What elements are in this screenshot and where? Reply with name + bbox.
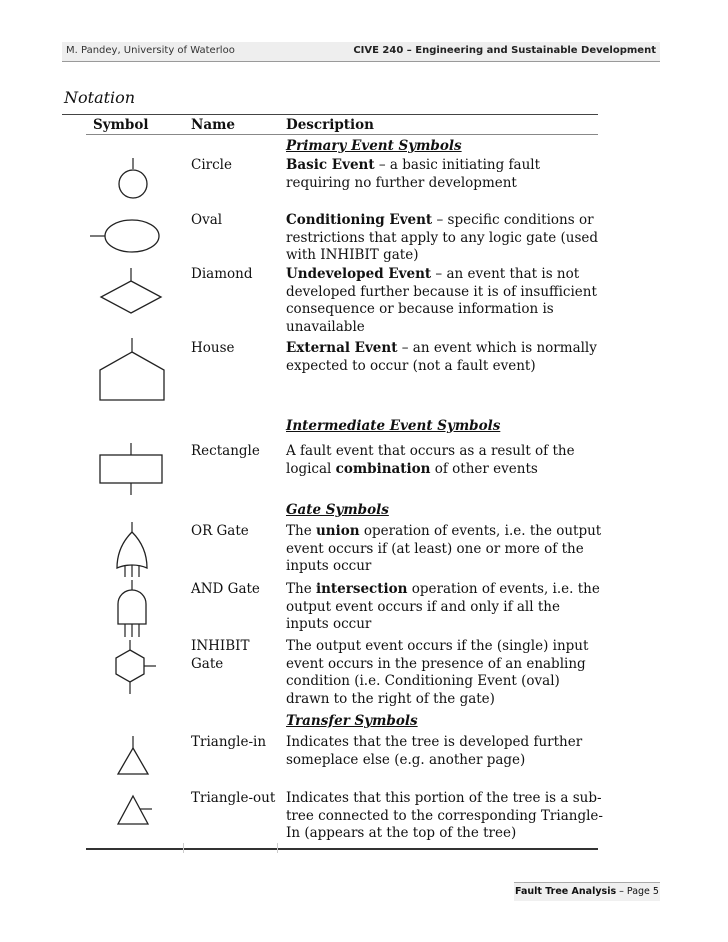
row-description: The intersection operation of events, i.e. the output event occurs if and only if all the inputs occur bbox=[286, 581, 600, 632]
row-name: House bbox=[191, 340, 235, 356]
row-description: Indicates that the tree is developed further someplace else (e.g. another page) bbox=[286, 734, 583, 768]
section-intermediate-events: Intermediate Event Symbols bbox=[286, 418, 501, 434]
row-description: The union operation of events, i.e. the output event occurs if (at least) one or more of the inputs occur bbox=[286, 523, 602, 574]
row-description: Conditioning Event – specific conditions or restrictions that apply to any logic gate (used with INHIBIT gate) bbox=[286, 212, 599, 263]
or-gate-icon bbox=[112, 522, 152, 578]
page-header bbox=[62, 42, 660, 62]
and-gate-icon bbox=[114, 580, 150, 638]
section-gate-symbols: Gate Symbols bbox=[286, 502, 389, 518]
section-primary-events: Primary Event Symbols bbox=[286, 138, 462, 154]
row-description: The output event occurs if the (single) input event occurs in the presence of an enabling condition (i.e. Conditioning Event (oval) drawn to the right of the gate) bbox=[286, 638, 589, 707]
column-divider bbox=[183, 843, 184, 853]
triangle-in-icon bbox=[114, 736, 154, 776]
row-name: Rectangle bbox=[191, 443, 260, 459]
row-description: Indicates that this portion of the tree is a sub-tree connected to the corresponding Triangle-In (appears at the top of the tree) bbox=[286, 790, 603, 841]
row-name: Diamond bbox=[191, 266, 253, 282]
row-name: OR Gate bbox=[191, 523, 249, 539]
row-description: A fault event that occurs as a result of the logical combination of other events bbox=[286, 443, 575, 477]
row-description: Undeveloped Event – an event that is not developed further because it is of insufficient consequence or because information is unavailable bbox=[286, 266, 597, 335]
row-description: External Event – an event which is normally expected to occur (not a fault event) bbox=[286, 340, 597, 374]
rectangle-symbol-icon bbox=[98, 443, 164, 495]
row-name: Triangle-in bbox=[191, 734, 267, 750]
column-header-description: Description bbox=[286, 117, 374, 133]
notation-title: Notation bbox=[64, 88, 136, 107]
column-header-symbol: Symbol bbox=[93, 117, 149, 133]
triangle-out-icon bbox=[114, 792, 154, 828]
table-top-rule bbox=[62, 114, 598, 115]
row-description: Basic Event – a basic initiating fault requiring no further development bbox=[286, 157, 541, 191]
column-header-name: Name bbox=[191, 117, 235, 133]
inhibit-gate-icon bbox=[112, 640, 158, 696]
row-name: Oval bbox=[191, 212, 223, 228]
header-course: CIVE 240 – Engineering and Sustainable Development bbox=[353, 45, 656, 56]
table-bottom-rule bbox=[86, 848, 598, 850]
diamond-symbol-icon bbox=[96, 268, 166, 332]
row-name: Triangle-out bbox=[191, 790, 276, 806]
row-name: Circle bbox=[191, 157, 232, 173]
circle-symbol-icon bbox=[108, 158, 158, 206]
row-name: AND Gate bbox=[191, 581, 260, 597]
section-transfer-symbols: Transfer Symbols bbox=[286, 713, 418, 729]
oval-symbol-icon bbox=[90, 214, 170, 258]
table-header-rule bbox=[86, 134, 598, 135]
house-symbol-icon bbox=[96, 338, 168, 404]
column-divider bbox=[277, 843, 278, 853]
page-footer: Fault Tree Analysis – Page 5 bbox=[514, 882, 660, 901]
row-name: INHIBIT Gate bbox=[191, 638, 250, 672]
header-author: M. Pandey, University of Waterloo bbox=[66, 45, 235, 56]
